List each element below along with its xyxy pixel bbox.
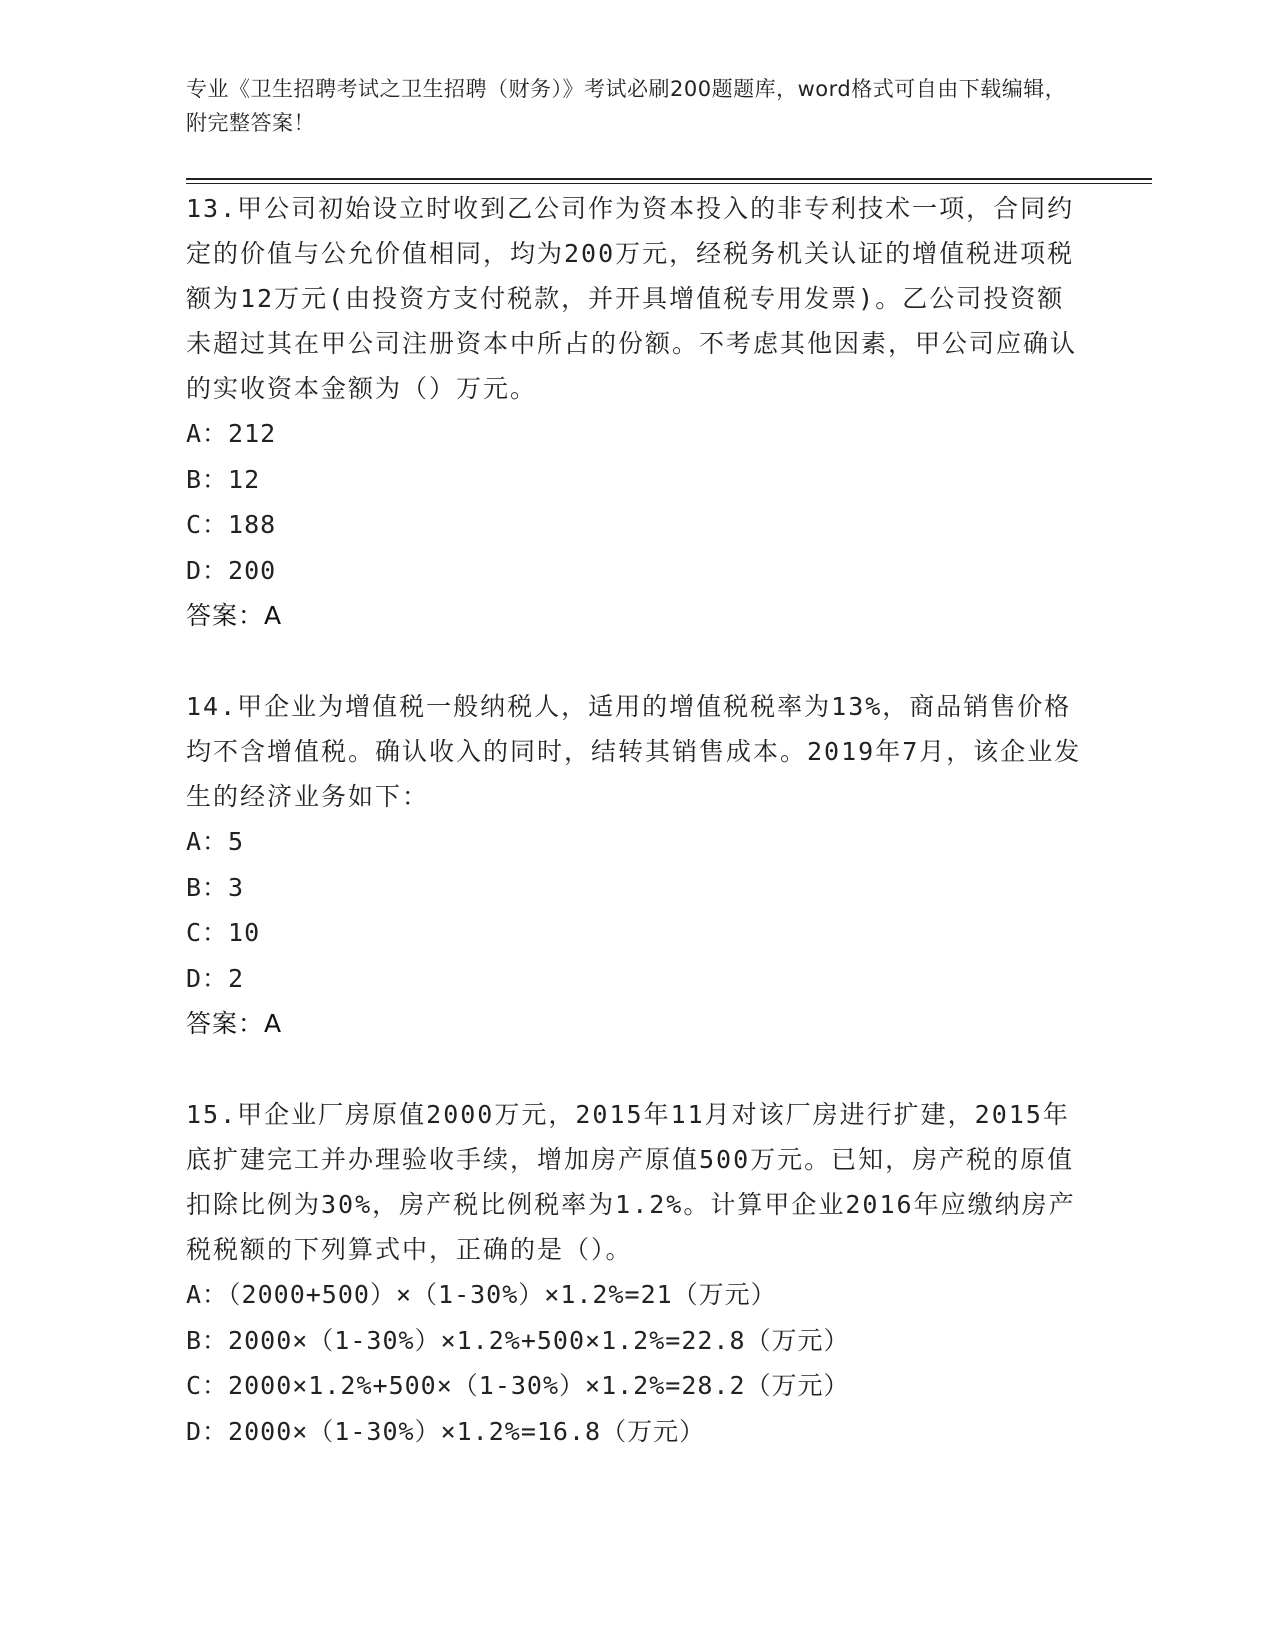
option-d: D：2 xyxy=(186,963,245,993)
question-stem: 15.甲企业厂房原值2000万元，2015年11月对该厂房进行扩建，2015年底扩建完工并办理验收手续，增加房产原值500万元。已知，房产税的原值扣除比例为30%，房产税比例税率为1.2%。计算甲企业2016年应缴纳房产税税额的下列算式中，正确的是（）。 xyxy=(186,1100,1076,1264)
question-13 xyxy=(186,186,1086,639)
question-stem: 13.甲公司初始设立时收到乙公司作为资本投入的非专利技术一项，合同约定的价值与公允价值相同，均为200万元，经税务机关认证的增值税进项税额为12万元(由投资方支付税款，并开具增值税专用发票)。乙公司投资额未超过其在甲公司注册资本中所占的份额。不考虑其他因素，甲公司应确认的实收资本金额为（）万元。 xyxy=(186,194,1078,403)
option-b: B：3 xyxy=(186,872,245,902)
question-14 xyxy=(186,684,1086,1047)
page-header: 专业《卫生招聘考试之卫生招聘（财务）》考试必刷200题题库，word格式可自由下载编辑，附完整答案！ xyxy=(186,77,1067,135)
header-divider-thin xyxy=(186,183,1152,184)
option-b: B：2000×（1-30%）×1.2%+500×1.2%=22.8（万元） xyxy=(186,1325,850,1355)
option-c: C：2000×1.2%+500×（1-30%）×1.2%=28.2（万元） xyxy=(186,1371,850,1400)
option-a: A：（2000+500）×（1-30%）×1.2%=21（万元） xyxy=(186,1280,777,1309)
option-d: D：2000×（1-30%）×1.2%=16.8（万元） xyxy=(186,1416,706,1446)
option-a: A：212 xyxy=(186,419,277,448)
question-15 xyxy=(186,1092,1086,1454)
option-a: A：5 xyxy=(186,827,245,856)
header-divider-thick xyxy=(186,178,1152,180)
answer-line: 答案：A xyxy=(186,1009,283,1038)
option-d: D：200 xyxy=(186,555,277,585)
question-stem: 14.甲企业为增值税一般纳税人，适用的增值税税率为13%，商品销售价格均不含增值税。确认收入的同时，结转其销售成本。2019年7月，该企业发生的经济业务如下： xyxy=(186,692,1082,811)
option-c: C：188 xyxy=(186,510,277,539)
option-c: C：10 xyxy=(186,918,261,947)
answer-line: 答案：A xyxy=(186,601,283,630)
option-b: B：12 xyxy=(186,464,261,494)
